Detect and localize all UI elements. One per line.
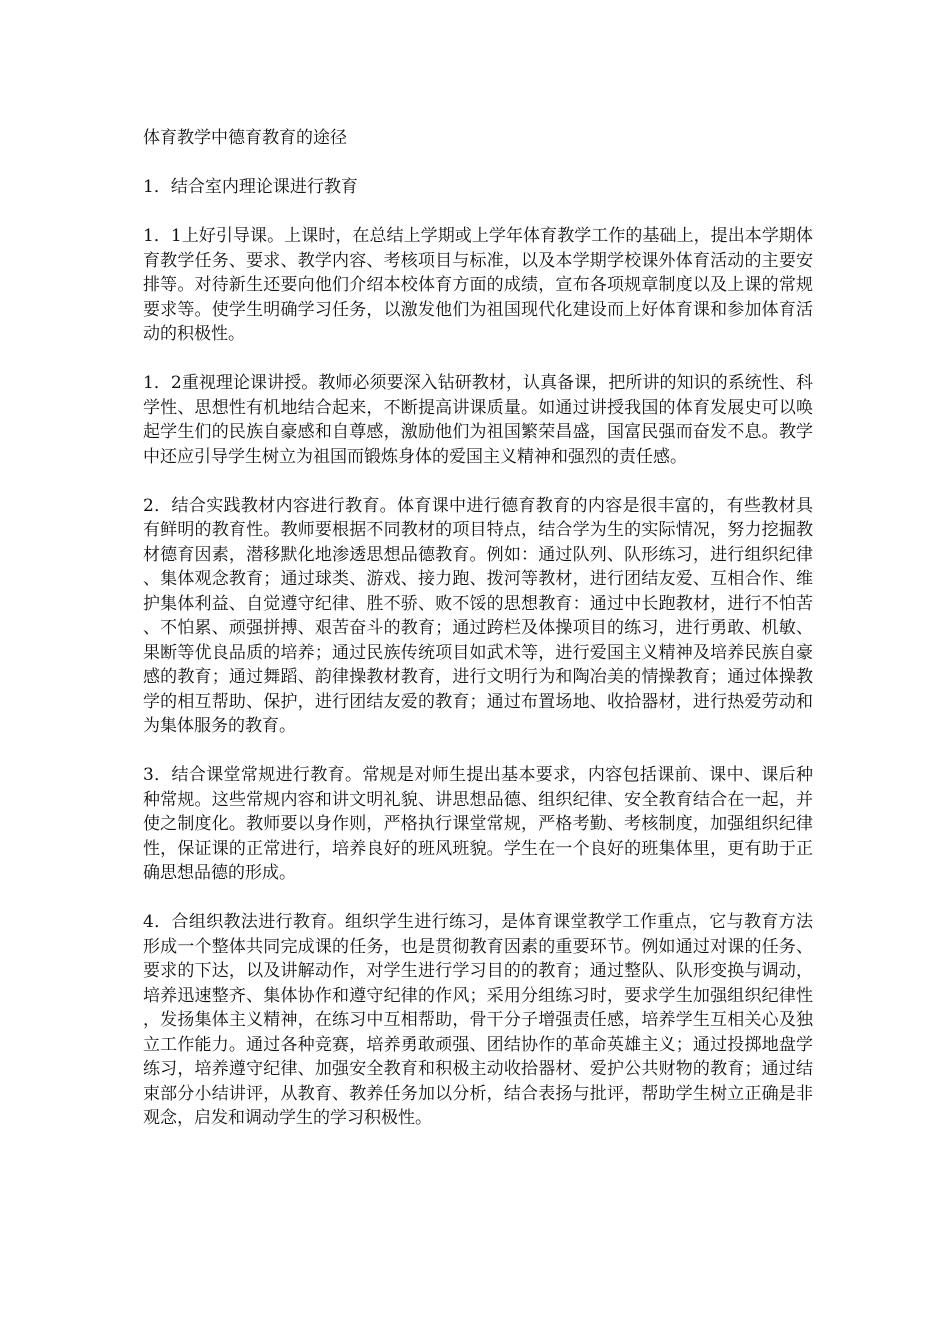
paragraph-1-2: 1．2重视理论课讲授。教师必须要深入钻研教材，认真备课，把所讲的知识的系统性、科学性、思想性有机地结合起来，不断提高讲课质量。如通过讲授我国的体育发展史可以唤起学生们的民族自豪感和自尊感，激励他们为祖国繁荣昌盛，国富民强而奋发不息。教学中还应引导学生树立为祖国而锻炼身体的爱国主义精神和强烈的责任感。 <box>143 373 813 467</box>
document-body <box>143 126 813 1155</box>
section-heading-1: 1．结合室内理论课进行教育 <box>143 177 358 197</box>
paragraph-2: 2．结合实践教材内容进行教育。体育课中进行德育教育的内容是很丰富的，有些教材具有鲜明的教育性。教师要根据不同教材的项目特点，结合学为生的实际情况，努力挖掘教材德育因素，潜移默化地渗透思想品德教育。例如：通过队列、队形练习，进行组织纪律、集体观念教育；通过球类、游戏、接力跑、拨河等教材，进行团结友爱、互相合作、维护集体利益、自觉遵守纪律、胜不骄、败不馁的思想教育：通过中长跑教材，进行不怕苦、不怕累、顽强拼搏、艰苦奋斗的教育；通过跨栏及体操项目的练习，进行勇敢、机敏、果断等优良品质的培养；通过民族传统项目如武术等，进行爱国主义精神及培养民族自豪感的教育；通过舞蹈、韵律操教材教育，进行文明行为和陶冶美的情操教育；通过体操教学的相互帮助、保护，进行团结友爱的教育；通过布置场地、收拾器材，进行热爱劳动和为集体服务的教育。 <box>143 495 813 736</box>
document-title: 体育教学中德育教育的途径 <box>143 128 347 148</box>
paragraph-4: 4．合组织教法进行教育。组织学生进行练习，是体育课堂教学工作重点，它与教育方法形成一个整体共同完成课的任务，也是贯彻教育因素的重要环节。例如通过对课的任务、要求的下达，以及讲解动作，对学生进行学习目的的教育；通过整队、队形变换与调动，培养迅速整齐、集体协作和遵守纪律的作风；采用分组练习时，要求学生加强组织纪律性，发扬集体主义精神，在练习中互相帮助，骨干分子增强责任感，培养学生互相关心及独立工作能力。通过各种竞赛，培养勇敢顽强、团结协作的革命英雄主义；通过投掷地盘学练习，培养遵守纪律、加强安全教育和积极主动收拾器材、爱护公共财物的教育；通过结束部分小结讲评，从教育、教养任务加以分析，结合表扬与批评，帮助学生树立正确是非观念，启发和调动学生的学习积极性。 <box>143 912 813 1128</box>
paragraph-1-1: 1．1上好引导课。上课时，在总结上学期或上学年体育教学工作的基础上，提出本学期体育教学任务、要求、教学内容、考核项目与标准，以及本学期学校课外体育活动的主要安排等。对待新生还要向他们介绍本校体育方面的成绩，宣布各项规章制度以及上课的常规要求等。使学生明确学习任务，以激发他们为祖国现代化建设而上好体育课和参加体育活动的积极性。 <box>143 226 813 344</box>
paragraph-3: 3．结合课堂常规进行教育。常规是对师生提出基本要求，内容包括课前、课中、课后种种常规。这些常规内容和讲文明礼貌、讲思想品德、组织纪律、安全教育结合在一起，并使之制度化。教师要以身作则，严格执行课堂常规，严格考勤、考核制度，加强组织纪律性，保证课的正常进行，培养良好的班风班貌。学生在一个良好的班集体里，更有助于正确思想品德的形成。 <box>143 765 813 883</box>
